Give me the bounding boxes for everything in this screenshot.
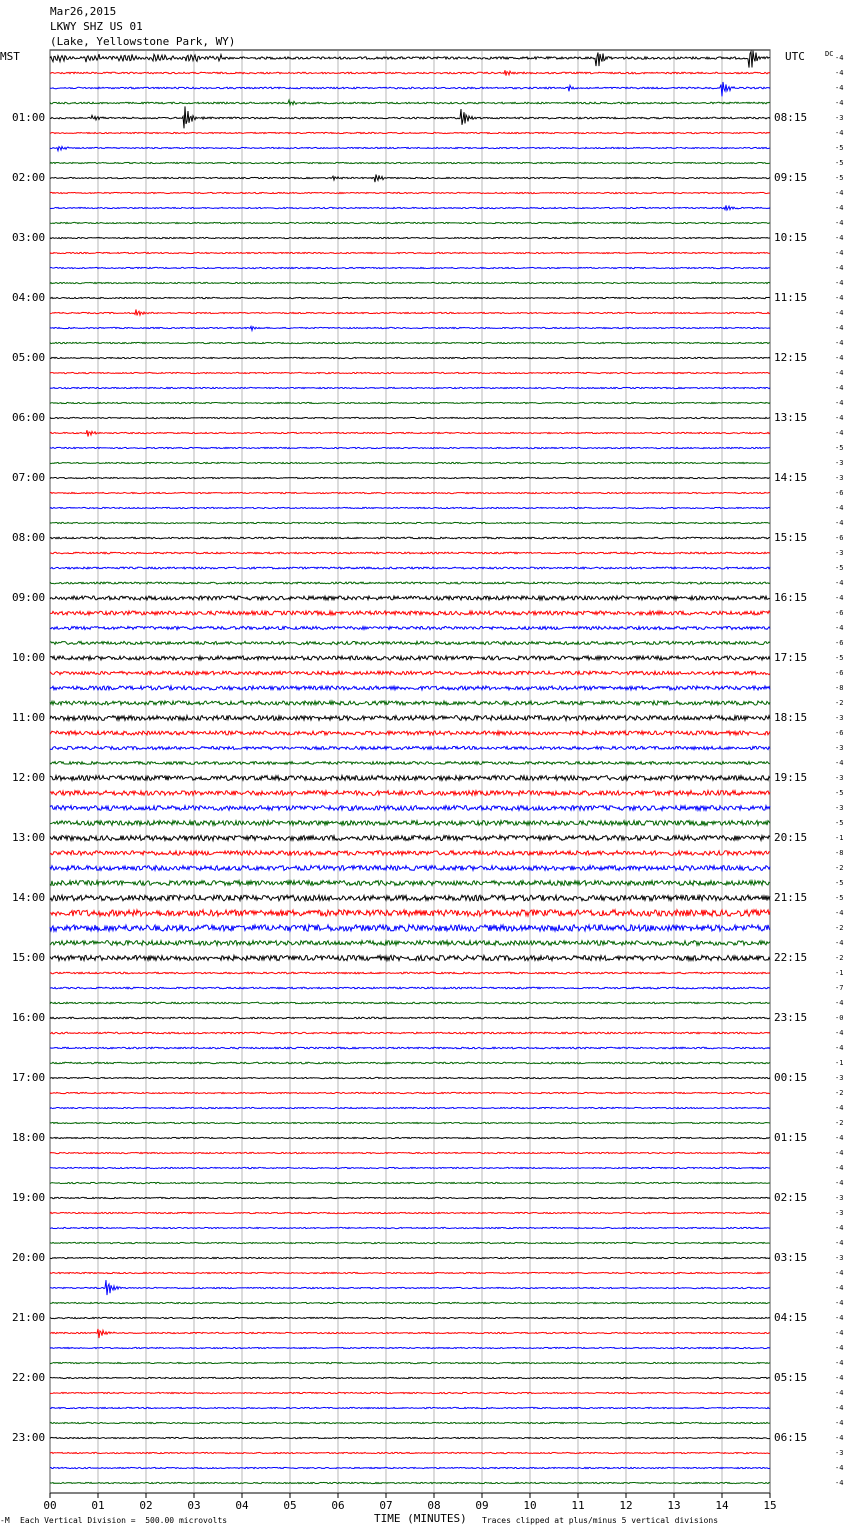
dc-offset-label: -4 <box>835 129 844 137</box>
utc-hour-label: 13:15 <box>774 411 808 424</box>
trace-row <box>50 1362 770 1363</box>
dc-offset-label: -4 <box>835 384 844 392</box>
dc-offset-label: -3 <box>835 774 844 782</box>
mst-hour-label: 21:00 <box>12 1311 46 1324</box>
trace-row <box>50 70 770 75</box>
utc-hour-label: 05:15 <box>774 1371 808 1384</box>
trace-row <box>50 1272 770 1273</box>
dc-offset-label: -1 <box>835 1059 844 1067</box>
dc-offset-label: -1 <box>835 834 844 842</box>
trace-row <box>50 1482 770 1483</box>
dc-offset-label: -4 <box>835 99 844 107</box>
dc-offset-label: -4 <box>835 1329 844 1337</box>
dc-offset-label: -2 <box>835 864 844 872</box>
dc-offset-label: -4 <box>835 1464 844 1472</box>
dc-offset-label: -4 <box>835 354 844 362</box>
trace-row <box>50 1422 770 1423</box>
mst-hour-label: 03:00 <box>12 231 46 244</box>
trace-row <box>50 100 770 105</box>
mst-hour-label: 16:00 <box>12 1011 46 1024</box>
utc-hour-label: 17:15 <box>774 651 808 664</box>
dc-offset-label: -4 <box>835 1029 844 1037</box>
trace-row <box>50 895 770 901</box>
mst-hour-label: 07:00 <box>12 471 46 484</box>
trace-row <box>50 106 770 128</box>
dc-offset-label: -4 <box>835 414 844 422</box>
trace-row <box>50 866 770 871</box>
trace-row <box>50 987 770 989</box>
x-tick-label: 08 <box>427 1499 441 1512</box>
dc-offset-label: -4 <box>835 234 844 242</box>
mst-hour-label: 18:00 <box>12 1131 46 1144</box>
dc-offset-label: -4 <box>835 1044 844 1052</box>
trace-row <box>50 1347 770 1348</box>
trace-row <box>50 1317 770 1318</box>
mst-hour-label: 11:00 <box>12 711 46 724</box>
x-tick-label: 03 <box>187 1499 201 1512</box>
mst-hour-label: 10:00 <box>12 651 46 664</box>
dc-offset-label: -4 <box>835 504 844 512</box>
utc-hour-label: 18:15 <box>774 711 808 724</box>
dc-offset-label: -2 <box>835 699 844 707</box>
record-date: Mar26,2015 <box>50 5 117 18</box>
scale-note: Each Vertical Division = 500.00 microvolts <box>20 1516 228 1525</box>
utc-hour-label: 08:15 <box>774 111 808 124</box>
trace-row <box>50 1437 770 1438</box>
trace-row <box>50 955 770 960</box>
trace-row <box>50 596 770 600</box>
trace-row <box>50 567 770 569</box>
dc-offset-label: -3 <box>835 714 844 722</box>
utc-hour-label: 00:15 <box>774 1071 808 1084</box>
trace-row <box>50 1122 770 1123</box>
dc-offset-label: -4 <box>835 324 844 332</box>
trace-row <box>50 1257 770 1258</box>
dc-offset-header: DC <box>825 50 834 58</box>
minute-grid <box>50 50 770 1493</box>
trace-row <box>50 1017 770 1019</box>
trace-row <box>50 1062 770 1064</box>
trace-row <box>50 656 770 660</box>
dc-offset-label: -4 <box>835 909 844 917</box>
trace-row <box>50 552 770 554</box>
trace-row <box>50 686 770 690</box>
trace-row <box>50 192 770 193</box>
dc-offset-label: -3 <box>835 114 844 122</box>
dc-offset-label: -3 <box>835 549 844 557</box>
dc-offset-label: -6 <box>835 489 844 497</box>
dc-offset-label: -5 <box>835 789 844 797</box>
dc-offset-label: -4 <box>835 369 844 377</box>
dc-offset-label: -6 <box>835 669 844 677</box>
dc-offset-label: -4 <box>835 759 844 767</box>
dc-offset-label: -6 <box>835 639 844 647</box>
trace-row <box>50 132 770 133</box>
trace-row <box>50 1407 770 1408</box>
trace-row <box>50 1137 770 1138</box>
dc-offset-label: -4 <box>835 624 844 632</box>
dc-offset-label: -5 <box>835 879 844 887</box>
dc-offset-label: -4 <box>835 519 844 527</box>
dc-offset-label: -5 <box>835 819 844 827</box>
trace-row <box>50 477 770 478</box>
dc-offset-label: -4 <box>835 1239 844 1247</box>
utc-hour-label: 19:15 <box>774 771 808 784</box>
dc-offset-label: -4 <box>835 219 844 227</box>
trace-row <box>50 791 770 796</box>
dc-offset-label: -4 <box>835 1374 844 1382</box>
mst-hour-label: 09:00 <box>12 591 46 604</box>
utc-hour-label: 20:15 <box>774 831 808 844</box>
station-code: LKWY SHZ US 01 <box>50 20 143 33</box>
trace-row <box>50 1242 770 1243</box>
x-axis-title: TIME (MINUTES) <box>374 1512 467 1525</box>
trace-row <box>50 1002 770 1004</box>
dc-offset-label: -4 <box>835 1299 844 1307</box>
trace-row <box>50 82 770 96</box>
right-timezone-label: UTC <box>785 50 805 63</box>
dc-offset-label: -6 <box>835 609 844 617</box>
trace-row <box>50 851 770 855</box>
dc-offset-label: -3 <box>835 1074 844 1082</box>
trace-row <box>50 462 770 463</box>
utc-hour-label: 14:15 <box>774 471 808 484</box>
dc-offset-label: -6 <box>835 729 844 737</box>
trace-row <box>50 147 770 151</box>
trace-row <box>50 1107 770 1108</box>
dc-offset-label: -5 <box>835 564 844 572</box>
trace-row <box>50 910 770 916</box>
trace-row <box>50 237 770 238</box>
dc-offset-label: -4 <box>835 579 844 587</box>
dc-offset-label: -4 <box>835 189 844 197</box>
trace-row <box>50 671 770 675</box>
dc-offset-label: -4 <box>835 1269 844 1277</box>
trace-row <box>50 267 770 268</box>
dc-offset-label: -3 <box>835 1209 844 1217</box>
dc-offset-label: -2 <box>835 954 844 962</box>
trace-row <box>50 701 770 705</box>
dc-offset-label: -4 <box>835 1149 844 1157</box>
trace-row <box>50 941 770 946</box>
dc-offset-label: -3 <box>835 1254 844 1262</box>
mst-hour-label: 01:00 <box>12 111 46 124</box>
dc-offset-label: -4 <box>835 1104 844 1112</box>
x-tick-label: 02 <box>139 1499 153 1512</box>
trace-row <box>50 1152 770 1153</box>
mst-hour-label: 02:00 <box>12 171 46 184</box>
trace-row <box>50 1077 770 1078</box>
utc-hour-label: 22:15 <box>774 951 808 964</box>
trace-row <box>50 1167 770 1168</box>
trace-row <box>50 731 770 735</box>
trace-row <box>50 1329 770 1338</box>
trace-row <box>50 282 770 283</box>
trace-row <box>50 447 770 448</box>
trace-row <box>50 835 770 840</box>
dc-offset-label: -4 <box>835 939 844 947</box>
utc-hour-label: 09:15 <box>774 171 808 184</box>
dc-offset-label: -4 <box>835 69 844 77</box>
trace-row <box>50 252 770 253</box>
trace-row <box>50 925 770 931</box>
dc-offset-label: -8 <box>835 849 844 857</box>
dc-offset-label: -4 <box>835 999 844 1007</box>
dc-offset-label: -4 <box>835 294 844 302</box>
dc-offset-label: -4 <box>835 279 844 287</box>
dc-offset-label: -2 <box>835 924 844 932</box>
mst-hour-label: 22:00 <box>12 1371 46 1384</box>
dc-offset-label: -4 <box>835 1179 844 1187</box>
trace-row <box>50 372 770 373</box>
trace-row <box>50 626 770 629</box>
trace-row <box>50 1212 770 1213</box>
trace-row <box>50 1452 770 1453</box>
x-tick-label: 10 <box>523 1499 537 1512</box>
dc-offset-label: -3 <box>835 1449 844 1457</box>
mst-hour-label: 05:00 <box>12 351 46 364</box>
trace-row <box>50 537 770 539</box>
trace-row <box>50 1227 770 1228</box>
x-tick-label: 06 <box>331 1499 345 1512</box>
trace-row <box>50 175 770 183</box>
trace-row <box>50 1182 770 1183</box>
left-timezone-label: MST <box>0 50 20 63</box>
mst-hour-label: 15:00 <box>12 951 46 964</box>
dc-offset-label: -1 <box>835 969 844 977</box>
x-tick-label: 00 <box>43 1499 57 1512</box>
dc-offset-label: -4 <box>835 429 844 437</box>
dc-offset-label: -2 <box>835 1089 844 1097</box>
dc-offset-label: -3 <box>835 804 844 812</box>
trace-row <box>50 357 770 358</box>
trace-row <box>50 1392 770 1393</box>
x-tick-label: 07 <box>379 1499 393 1512</box>
trace-row <box>50 611 770 615</box>
utc-hour-label: 12:15 <box>774 351 808 364</box>
trace-row <box>50 522 770 523</box>
trace-row <box>50 641 770 644</box>
trace-row <box>50 1377 770 1378</box>
dc-offset-label: -3 <box>835 474 844 482</box>
trace-row <box>50 1092 770 1093</box>
mst-hour-label: 04:00 <box>12 291 46 304</box>
trace-row <box>50 762 770 765</box>
dc-offset-label: -4 <box>835 54 844 62</box>
dc-offset-label: -4 <box>835 1434 844 1442</box>
dc-offset-label: -4 <box>835 1314 844 1322</box>
dc-offset-label: -5 <box>835 654 844 662</box>
trace-row <box>50 222 770 223</box>
mst-hour-label: 13:00 <box>12 831 46 844</box>
dc-offset-label: -6 <box>835 534 844 542</box>
plot-frame <box>50 50 770 1493</box>
trace-row <box>50 881 770 886</box>
trace-row <box>50 582 770 584</box>
trace-row <box>50 972 770 974</box>
dc-offset-label: -3 <box>835 1194 844 1202</box>
trace-row <box>50 51 770 68</box>
utc-hour-label: 15:15 <box>774 531 808 544</box>
dc-offset-label: -4 <box>835 1284 844 1292</box>
dc-offset-label: -5 <box>835 174 844 182</box>
dc-offset-label: -4 <box>835 249 844 257</box>
dc-offset-label: -3 <box>835 459 844 467</box>
x-tick-label: 11 <box>571 1499 585 1512</box>
mst-hour-label: 23:00 <box>12 1431 46 1444</box>
trace-row <box>50 417 770 418</box>
x-tick-label: 09 <box>475 1499 489 1512</box>
trace-row <box>50 310 770 316</box>
dc-offset-label: -4 <box>835 1359 844 1367</box>
x-tick-label: 04 <box>235 1499 249 1512</box>
dc-offset-label: -4 <box>835 84 844 92</box>
dc-offset-label: -4 <box>835 1404 844 1412</box>
dc-offset-label: -4 <box>835 1134 844 1142</box>
utc-hour-label: 01:15 <box>774 1131 808 1144</box>
dc-offset-label: -5 <box>835 159 844 167</box>
trace-row <box>50 387 770 388</box>
trace-row <box>50 507 770 508</box>
station-location: (Lake, Yellowstone Park, WY) <box>50 35 236 48</box>
dc-offset-label: -4 <box>835 204 844 212</box>
trace-row <box>50 821 770 826</box>
x-tick-label: 12 <box>619 1499 633 1512</box>
trace-row <box>50 746 770 749</box>
trace-row <box>50 1047 770 1049</box>
x-tick-label: 01 <box>91 1499 105 1512</box>
utc-hour-label: 10:15 <box>774 231 808 244</box>
dc-offset-label: -4 <box>835 1419 844 1427</box>
utc-hour-label: 11:15 <box>774 291 808 304</box>
mst-hour-label: 20:00 <box>12 1251 46 1264</box>
dc-offset-label: -5 <box>835 144 844 152</box>
dc-offset-label: -4 <box>835 594 844 602</box>
trace-row <box>50 205 770 210</box>
trace-row <box>50 342 770 343</box>
dc-offset-label: -4 <box>835 339 844 347</box>
dc-offset-label: -4 <box>835 399 844 407</box>
time-axis <box>43 1493 776 1512</box>
dc-offset-label: -4 <box>835 1344 844 1352</box>
trace-row <box>50 162 770 163</box>
mst-hour-label: 19:00 <box>12 1191 46 1204</box>
dc-offset-label: -4 <box>835 1224 844 1232</box>
utc-hour-label: 06:15 <box>774 1431 808 1444</box>
dc-offset-label: -0 <box>835 1014 844 1022</box>
trace-row <box>50 806 770 811</box>
trace-row <box>50 1467 770 1468</box>
mst-hour-label: 08:00 <box>12 531 46 544</box>
dc-offset-label: -4 <box>835 1479 844 1487</box>
dc-offset-label: -5 <box>835 894 844 902</box>
mst-hour-label: 17:00 <box>12 1071 46 1084</box>
utc-hour-label: 16:15 <box>774 591 808 604</box>
dc-offset-label: -2 <box>835 1119 844 1127</box>
dc-offset-label: -4 <box>835 1389 844 1397</box>
mst-hour-label: 12:00 <box>12 771 46 784</box>
x-tick-label: 05 <box>283 1499 297 1512</box>
trace-row <box>50 430 770 436</box>
mst-hour-label: 06:00 <box>12 411 46 424</box>
utc-hour-label: 21:15 <box>774 891 808 904</box>
trace-row <box>50 1197 770 1198</box>
dc-offset-label: -5 <box>835 444 844 452</box>
trace-row <box>50 716 770 721</box>
trace-row <box>50 492 770 493</box>
seismic-traces <box>50 51 770 1484</box>
trace-row <box>50 326 770 330</box>
mst-hour-label: 14:00 <box>12 891 46 904</box>
dc-offset-label: -4 <box>835 264 844 272</box>
corner-mark: -M <box>0 1516 10 1525</box>
utc-hour-label: 02:15 <box>774 1191 808 1204</box>
dc-offset-label: -4 <box>835 309 844 317</box>
trace-row <box>50 402 770 403</box>
x-tick-label: 14 <box>715 1499 729 1512</box>
dc-offset-label: -8 <box>835 684 844 692</box>
dc-offset-label: -4 <box>835 1164 844 1172</box>
trace-row <box>50 776 770 781</box>
utc-hour-label: 23:15 <box>774 1011 808 1024</box>
dc-offset-label: -3 <box>835 744 844 752</box>
x-tick-label: 13 <box>667 1499 681 1512</box>
utc-hour-label: 04:15 <box>774 1311 808 1324</box>
utc-hour-label: 03:15 <box>774 1251 808 1264</box>
trace-row <box>50 1032 770 1034</box>
dc-offset-label: -7 <box>835 984 844 992</box>
trace-row <box>50 297 770 298</box>
clip-note: Traces clipped at plus/minus 5 vertical divisions <box>482 1516 719 1525</box>
x-tick-label: 15 <box>763 1499 777 1512</box>
trace-row <box>50 1302 770 1303</box>
trace-row <box>50 1280 770 1295</box>
